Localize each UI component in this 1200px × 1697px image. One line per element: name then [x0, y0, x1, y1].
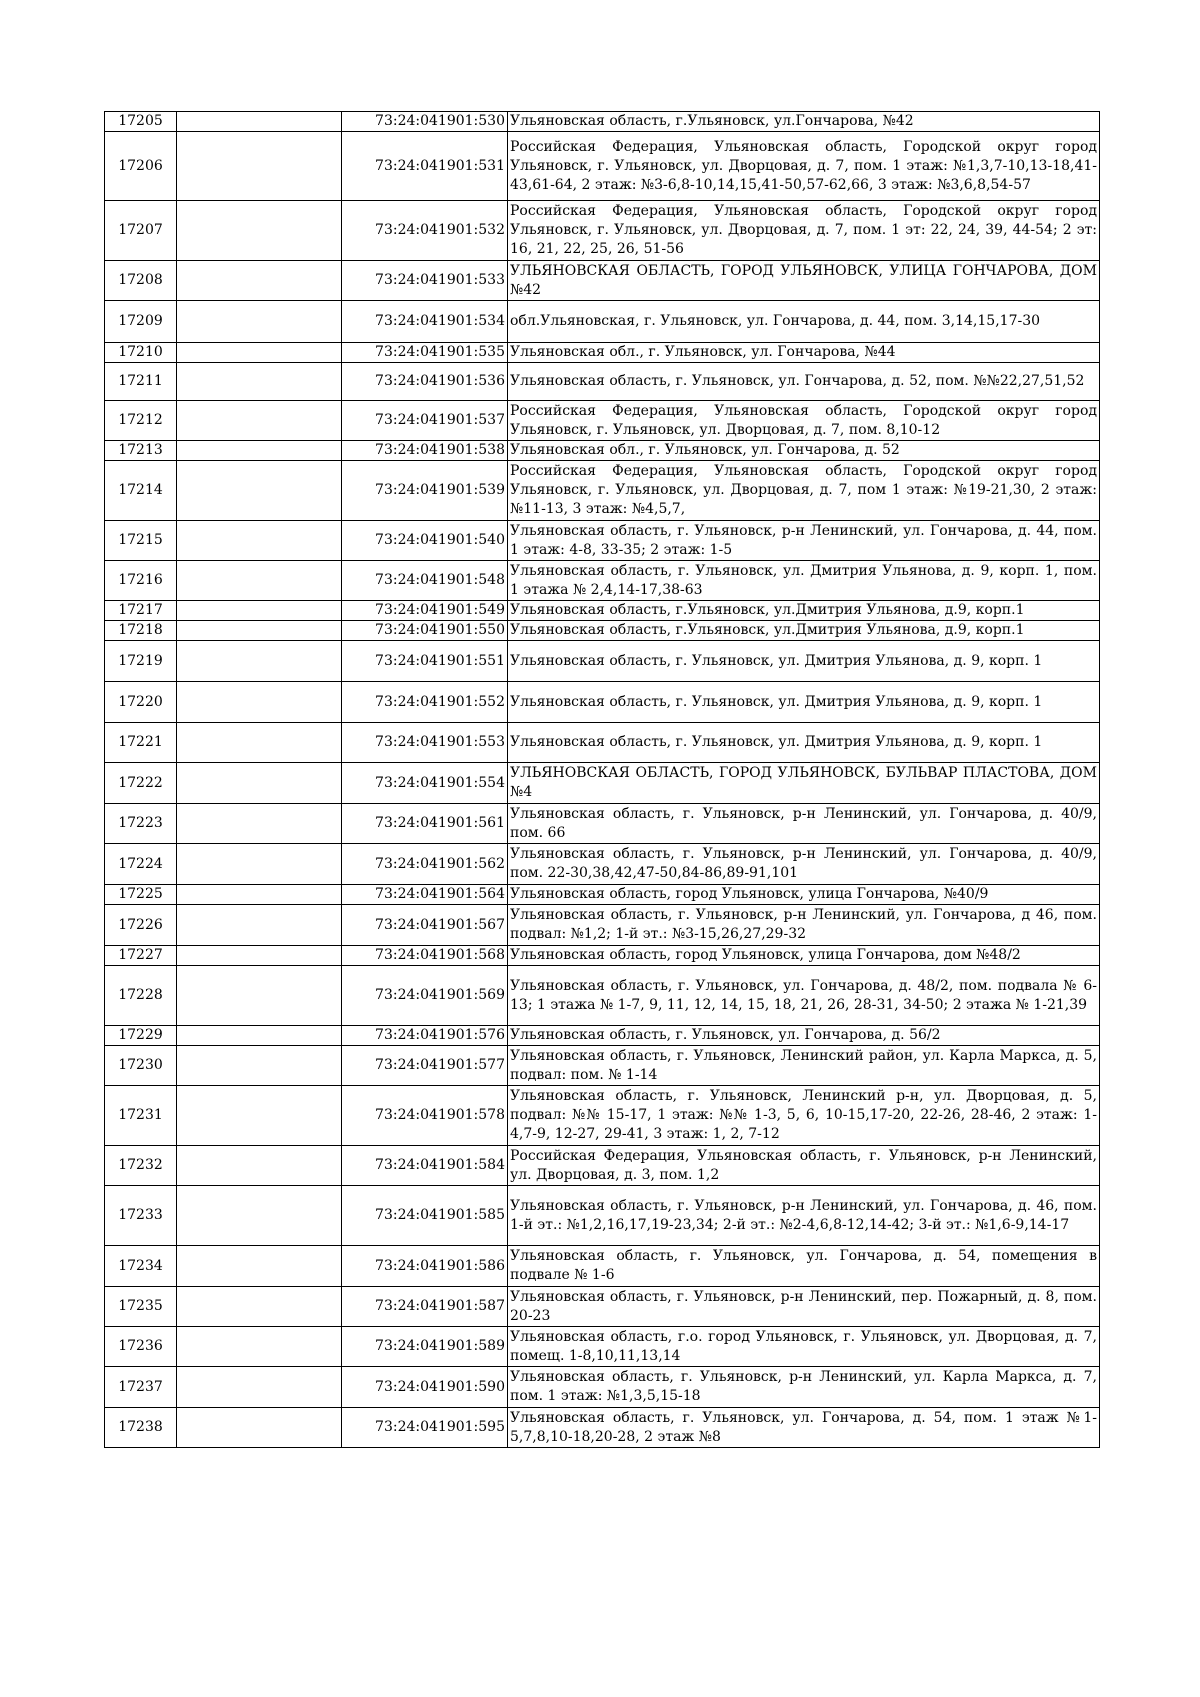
cadastral-number-cell: 73:24:041901:540: [342, 521, 508, 561]
table-row: [105, 844, 1100, 885]
cadastral-number-cell: 73:24:041901:551: [342, 641, 508, 682]
record-number-cell: 17223: [105, 804, 177, 844]
table-row: [105, 966, 1100, 1026]
address-cell: Ульяновская область, г. Ульяновск, ул. Гончарова, д. 52, пом. №№22,27,51,52: [508, 363, 1100, 401]
record-number-cell: 17205: [105, 112, 177, 132]
empty-cell: [177, 521, 342, 561]
address-cell: Ульяновская область, г. Ульяновск, р-н Ленинский, пер. Пожарный, д. 8, пом. 20-23: [508, 1287, 1100, 1327]
empty-cell: [177, 1186, 342, 1246]
empty-cell: [177, 723, 342, 763]
table-row: [105, 301, 1100, 343]
address-cell: Ульяновская область, г. Ульяновск, ул. Гончарова, д. 56/2: [508, 1026, 1100, 1046]
cadastral-number-cell: 73:24:041901:586: [342, 1246, 508, 1287]
cadastral-number-cell: 73:24:041901:577: [342, 1046, 508, 1086]
table-row: [105, 1026, 1100, 1046]
cadastral-number-cell: 73:24:041901:533: [342, 261, 508, 301]
address-cell: УЛЬЯНОВСКАЯ ОБЛАСТЬ, ГОРОД УЛЬЯНОВСК, БУЛЬВАР ПЛАСТОВА, ДОМ №4: [508, 763, 1100, 804]
cadastral-number-cell: 73:24:041901:534: [342, 301, 508, 343]
cadastral-number-cell: 73:24:041901:550: [342, 621, 508, 641]
empty-cell: [177, 763, 342, 804]
empty-cell: [177, 301, 342, 343]
record-number-cell: 17218: [105, 621, 177, 641]
address-cell: обл.Ульяновская, г. Ульяновск, ул. Гончарова, д. 44, пом. 3,14,15,17-30: [508, 301, 1100, 343]
cadastral-number-cell: 73:24:041901:567: [342, 905, 508, 946]
record-number-cell: 17211: [105, 363, 177, 401]
record-number-cell: 17232: [105, 1146, 177, 1186]
table-row: [105, 1327, 1100, 1367]
address-cell: Ульяновская область, г. Ульяновск, ул. Дмитрия Ульянова, д. 9, корп. 1: [508, 641, 1100, 682]
cadastral-number-cell: 73:24:041901:584: [342, 1146, 508, 1186]
empty-cell: [177, 561, 342, 601]
empty-cell: [177, 1408, 342, 1448]
record-number-cell: 17235: [105, 1287, 177, 1327]
empty-cell: [177, 1246, 342, 1287]
cadastral-number-cell: 73:24:041901:587: [342, 1287, 508, 1327]
table-row: [105, 601, 1100, 621]
address-cell: Ульяновская обл., г. Ульяновск, ул. Гончарова, №44: [508, 343, 1100, 363]
record-number-cell: 17210: [105, 343, 177, 363]
table-row: [105, 621, 1100, 641]
address-cell: Ульяновская область, г. Ульяновск, р-н Ленинский, ул. Гончарова, д. 40/9, пом. 66: [508, 804, 1100, 844]
table-row: [105, 682, 1100, 723]
record-number-cell: 17230: [105, 1046, 177, 1086]
empty-cell: [177, 844, 342, 885]
empty-cell: [177, 682, 342, 723]
table-row: [105, 1367, 1100, 1408]
table-row: [105, 112, 1100, 132]
address-cell: Ульяновская область, г. Ульяновск, ул. Гончарова, д. 54, помещения в подвале № 1-6: [508, 1246, 1100, 1287]
record-number-cell: 17226: [105, 905, 177, 946]
table-row: [105, 1086, 1100, 1146]
address-cell: Ульяновская область, г. Ульяновск, р-н Ленинский, ул. Гончарова, д. 44, пом. 1 этаж: 4-8, 33-35; 2 этаж: 1-5: [508, 521, 1100, 561]
cadastral-number-cell: 73:24:041901:553: [342, 723, 508, 763]
empty-cell: [177, 132, 342, 201]
cadastral-number-cell: 73:24:041901:552: [342, 682, 508, 723]
table-row: [105, 885, 1100, 905]
table-row: [105, 641, 1100, 682]
cadastral-number-cell: 73:24:041901:561: [342, 804, 508, 844]
empty-cell: [177, 1046, 342, 1086]
empty-cell: [177, 461, 342, 521]
empty-cell: [177, 261, 342, 301]
empty-cell: [177, 804, 342, 844]
empty-cell: [177, 946, 342, 966]
cadastral-number-cell: 73:24:041901:530: [342, 112, 508, 132]
table-row: [105, 201, 1100, 261]
table-row: [105, 1246, 1100, 1287]
empty-cell: [177, 1086, 342, 1146]
record-number-cell: 17219: [105, 641, 177, 682]
table-row: [105, 1046, 1100, 1086]
record-number-cell: 17217: [105, 601, 177, 621]
empty-cell: [177, 966, 342, 1026]
address-cell: Российская Федерация, Ульяновская область, Городской округ город Ульяновск, г. Ульяновск, ул. Дворцовая, д. 7, пом. 8,10-12: [508, 401, 1100, 441]
record-number-cell: 17236: [105, 1327, 177, 1367]
record-number-cell: 17220: [105, 682, 177, 723]
table-row: [105, 561, 1100, 601]
empty-cell: [177, 1367, 342, 1408]
address-cell: Ульяновская область, город Ульяновск, улица Гончарова, дом №48/2: [508, 946, 1100, 966]
empty-cell: [177, 1026, 342, 1046]
cadastral-number-cell: 73:24:041901:562: [342, 844, 508, 885]
record-number-cell: 17221: [105, 723, 177, 763]
table-row: [105, 521, 1100, 561]
record-number-cell: 17234: [105, 1246, 177, 1287]
address-cell: Ульяновская область, г.о. город Ульяновск, г. Ульяновск, ул. Дворцовая, д. 7, помещ. 1-8,10,11,13,14: [508, 1327, 1100, 1367]
record-number-cell: 17237: [105, 1367, 177, 1408]
cadastral-number-cell: 73:24:041901:536: [342, 363, 508, 401]
empty-cell: [177, 1287, 342, 1327]
cadastral-number-cell: 73:24:041901:537: [342, 401, 508, 441]
address-cell: Ульяновская область, г. Ульяновск, ул. Дмитрия Ульянова, д. 9, корп. 1: [508, 682, 1100, 723]
address-cell: Ульяновская область, г. Ульяновск, р-н Ленинский, ул. Карла Маркса, д. 7, пом. 1 этаж: №1,3,5,15-18: [508, 1367, 1100, 1408]
empty-cell: [177, 201, 342, 261]
record-number-cell: 17238: [105, 1408, 177, 1448]
address-cell: Ульяновская обл., г. Ульяновск, ул. Гончарова, д. 52: [508, 441, 1100, 461]
table-row: [105, 1146, 1100, 1186]
cadastral-number-cell: 73:24:041901:576: [342, 1026, 508, 1046]
table-row: [105, 1287, 1100, 1327]
table-row: [105, 804, 1100, 844]
table-row: [105, 343, 1100, 363]
empty-cell: [177, 885, 342, 905]
address-cell: Ульяновская область, г. Ульяновск, ул. Дмитрия Ульянова, д. 9, корп. 1: [508, 723, 1100, 763]
record-number-cell: 17213: [105, 441, 177, 461]
table-row: [105, 132, 1100, 201]
address-cell: Ульяновская область, г.Ульяновск, ул.Дмитрия Ульянова, д.9, корп.1: [508, 621, 1100, 641]
cadastral-number-cell: 73:24:041901:538: [342, 441, 508, 461]
table-row: [105, 1408, 1100, 1448]
registry-body: [105, 112, 1100, 1448]
empty-cell: [177, 641, 342, 682]
empty-cell: [177, 621, 342, 641]
record-number-cell: 17229: [105, 1026, 177, 1046]
record-number-cell: 17215: [105, 521, 177, 561]
empty-cell: [177, 1146, 342, 1186]
address-cell: Ульяновская область, г.Ульяновск, ул.Дмитрия Ульянова, д.9, корп.1: [508, 601, 1100, 621]
table-row: [105, 723, 1100, 763]
record-number-cell: 17222: [105, 763, 177, 804]
record-number-cell: 17207: [105, 201, 177, 261]
address-cell: Ульяновская область, г.Ульяновск, ул.Гончарова, №42: [508, 112, 1100, 132]
cadastral-number-cell: 73:24:041901:568: [342, 946, 508, 966]
table-row: [105, 401, 1100, 441]
address-cell: Ульяновская область, г. Ульяновск, Ленинский р-н, ул. Дворцовая, д. 5, подвал: №№ 15-17, 1 этаж: №№ 1-3, 5, 6, 10-15,17-20, 22-26, 28-46, 2 этаж: 1-4,7-9, 12-27, 29-41, 3 этаж: 1, 2, 7-12: [508, 1086, 1100, 1146]
cadastral-number-cell: 73:24:041901:578: [342, 1086, 508, 1146]
cadastral-number-cell: 73:24:041901:549: [342, 601, 508, 621]
empty-cell: [177, 112, 342, 132]
record-number-cell: 17212: [105, 401, 177, 441]
empty-cell: [177, 363, 342, 401]
address-cell: Ульяновская область, г. Ульяновск, ул. Дмитрия Ульянова, д. 9, корп. 1, пом. 1 этажа № 2,4,14-17,38-63: [508, 561, 1100, 601]
record-number-cell: 17214: [105, 461, 177, 521]
empty-cell: [177, 441, 342, 461]
cadastral-number-cell: 73:24:041901:535: [342, 343, 508, 363]
cadastral-number-cell: 73:24:041901:564: [342, 885, 508, 905]
cadastral-number-cell: 73:24:041901:532: [342, 201, 508, 261]
address-cell: Российская Федерация, Ульяновская область, Городской округ город Ульяновск, г. Ульяновск, ул. Дворцовая, д. 7, пом. 1 этаж: №1,3,7-10,13-18,41-43,61-64, 2 этаж: №3-6,8-10,14,15,41-50,57-62,66, 3 этаж: №3,6,8,54-57: [508, 132, 1100, 201]
table-row: [105, 905, 1100, 946]
address-cell: Ульяновская область, г. Ульяновск, р-н Ленинский, ул. Гончарова, д 46, пом. подвал: №1,2; 1-й эт.: №3-15,26,27,29-32: [508, 905, 1100, 946]
table-row: [105, 1186, 1100, 1246]
address-cell: Российская Федерация, Ульяновская область, Городской округ город Ульяновск, г. Ульяновск, ул. Дворцовая, д. 7, пом. 1 эт: 22, 24, 39, 44-54; 2 эт: 16, 21, 22, 25, 26, 51-56: [508, 201, 1100, 261]
empty-cell: [177, 401, 342, 441]
address-cell: Российская Федерация, Ульяновская область, Городской округ город Ульяновск, г. Ульяновск, ул. Дворцовая, д. 7, пом 1 этаж: №19-21,30, 2 этаж: №11-13, 3 этаж: №4,5,7,: [508, 461, 1100, 521]
record-number-cell: 17233: [105, 1186, 177, 1246]
table-row: [105, 441, 1100, 461]
address-cell: Ульяновская область, г. Ульяновск, ул. Гончарова, д. 48/2, пом. подвала № 6-13; 1 этажа № 1-7, 9, 11, 12, 14, 15, 18, 21, 26, 28-31, 34-50; 2 этажа № 1-21,39: [508, 966, 1100, 1026]
empty-cell: [177, 1327, 342, 1367]
table-row: [105, 261, 1100, 301]
table-row: [105, 946, 1100, 966]
registry-table: [104, 111, 1100, 1448]
record-number-cell: 17216: [105, 561, 177, 601]
address-cell: УЛЬЯНОВСКАЯ ОБЛАСТЬ, ГОРОД УЛЬЯНОВСК, УЛИЦА ГОНЧАРОВА, ДОМ №42: [508, 261, 1100, 301]
empty-cell: [177, 905, 342, 946]
cadastral-number-cell: 73:24:041901:590: [342, 1367, 508, 1408]
empty-cell: [177, 601, 342, 621]
cadastral-number-cell: 73:24:041901:585: [342, 1186, 508, 1246]
address-cell: Ульяновская область, г. Ульяновск, р-н Ленинский, ул. Гончарова, д. 46, пом. 1-й эт.: №1,2,16,17,19-23,34; 2-й эт.: №2-4,6,8-12,14-42; 3-й эт.: №1,6-9,14-17: [508, 1186, 1100, 1246]
empty-cell: [177, 343, 342, 363]
cadastral-number-cell: 73:24:041901:531: [342, 132, 508, 201]
record-number-cell: 17208: [105, 261, 177, 301]
address-cell: Ульяновская область, г. Ульяновск, ул. Гончарова, д. 54, пом. 1 этаж №1-5,7,8,10-18,20-28, 2 этаж №8: [508, 1408, 1100, 1448]
cadastral-number-cell: 73:24:041901:539: [342, 461, 508, 521]
cadastral-number-cell: 73:24:041901:569: [342, 966, 508, 1026]
cadastral-number-cell: 73:24:041901:595: [342, 1408, 508, 1448]
cadastral-number-cell: 73:24:041901:589: [342, 1327, 508, 1367]
table-row: [105, 363, 1100, 401]
address-cell: Ульяновская область, г. Ульяновск, р-н Ленинский, ул. Гончарова, д. 40/9, пом. 22-30,38,42,47-50,84-86,89-91,101: [508, 844, 1100, 885]
record-number-cell: 17206: [105, 132, 177, 201]
record-number-cell: 17227: [105, 946, 177, 966]
table-row: [105, 461, 1100, 521]
cadastral-number-cell: 73:24:041901:554: [342, 763, 508, 804]
record-number-cell: 17225: [105, 885, 177, 905]
address-cell: Российская Федерация, Ульяновская область, г. Ульяновск, р-н Ленинский, ул. Дворцовая, д. 3, пом. 1,2: [508, 1146, 1100, 1186]
record-number-cell: 17224: [105, 844, 177, 885]
address-cell: Ульяновская область, г. Ульяновск, Ленинский район, ул. Карла Маркса, д. 5, подвал: пом. № 1-14: [508, 1046, 1100, 1086]
table-row: [105, 763, 1100, 804]
record-number-cell: 17228: [105, 966, 177, 1026]
record-number-cell: 17209: [105, 301, 177, 343]
cadastral-number-cell: 73:24:041901:548: [342, 561, 508, 601]
address-cell: Ульяновская область, город Ульяновск, улица Гончарова, №40/9: [508, 885, 1100, 905]
record-number-cell: 17231: [105, 1086, 177, 1146]
